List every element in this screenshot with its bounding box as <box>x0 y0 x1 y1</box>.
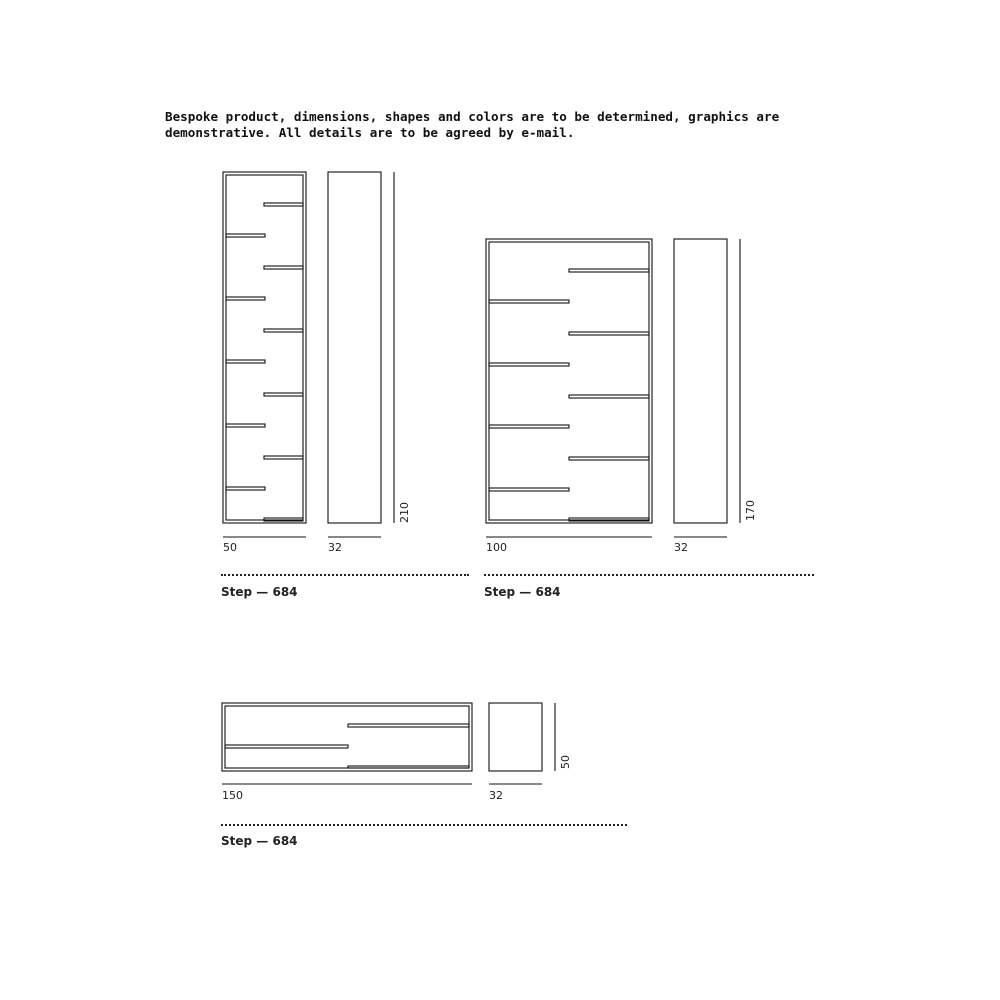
disclaimer-line-2: demonstrative. All details are to be agreed by e-mail. <box>165 125 575 140</box>
unit-2-width-label: 100 <box>486 541 507 554</box>
disclaimer-line-1: Bespoke product, dimensions, shapes and colors are to be determined, graphics are <box>165 109 780 124</box>
unit-3-height-label: 50 <box>559 755 572 769</box>
unit-2-height-label: 170 <box>744 500 757 521</box>
unit-2-step-label: Step — 684 <box>484 585 561 599</box>
unit-2-front-view <box>486 239 652 523</box>
unit-1-step-label: Step — 684 <box>221 585 298 599</box>
unit-1-depth-label: 32 <box>328 541 342 554</box>
unit-2-side-view <box>674 239 727 523</box>
unit-3-width-label: 150 <box>222 789 243 802</box>
unit-2-depth-label: 32 <box>674 541 688 554</box>
unit-2-right-shelves <box>569 269 649 521</box>
unit-3-depth-label: 32 <box>489 789 503 802</box>
unit-2-step-divider <box>484 574 814 576</box>
unit-3-left-shelf <box>225 745 348 748</box>
unit-3-step-divider <box>221 824 627 826</box>
unit-1-front-view <box>223 172 306 523</box>
unit-1-right-shelves <box>264 203 303 521</box>
unit-1-step-divider <box>221 574 469 576</box>
unit-1-side-view <box>328 172 381 523</box>
unit-3-front-view <box>222 703 472 771</box>
unit-1-width-label: 50 <box>223 541 237 554</box>
unit-1-left-shelves <box>226 234 265 490</box>
unit-3-step-label: Step — 684 <box>221 834 298 848</box>
unit-1-height-label: 210 <box>398 502 411 523</box>
unit-3-side-view <box>489 703 542 771</box>
unit-2-left-shelves <box>489 300 569 491</box>
unit-3-right-shelf <box>348 724 469 727</box>
